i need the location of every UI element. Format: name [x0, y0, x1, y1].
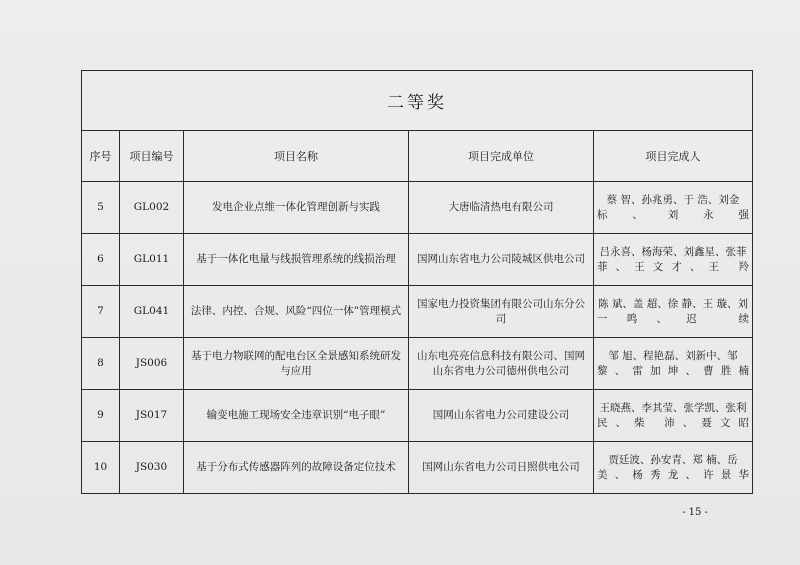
header-row	[82, 131, 753, 182]
row-people: 王晓燕、李其莹、张学凯、张利民、柴 沛、聂文昭	[594, 390, 753, 442]
row-code: JS017	[120, 390, 184, 442]
header-people: 项目完成人	[594, 131, 753, 182]
row-index: 5	[82, 182, 120, 234]
header-index: 序号	[82, 131, 120, 182]
header-code: 项目编号	[120, 131, 184, 182]
table-row	[82, 338, 753, 390]
table-title: 二等奖	[82, 71, 753, 131]
row-unit: 国网山东省电力公司日照供电公司	[409, 442, 594, 494]
award-table	[81, 70, 753, 494]
row-code: JS006	[120, 338, 184, 390]
row-unit: 山东电亮亮信息科技有限公司、国网山东省电力公司德州供电公司	[409, 338, 594, 390]
row-unit: 大唐临清热电有限公司	[409, 182, 594, 234]
row-unit: 国网山东省电力公司陵城区供电公司	[409, 234, 594, 286]
title-row	[82, 71, 753, 131]
row-name: 基于电力物联网的配电台区全景感知系统研发与应用	[184, 338, 409, 390]
row-code: JS030	[120, 442, 184, 494]
page-number: - 15 -	[682, 507, 708, 518]
row-index: 7	[82, 286, 120, 338]
row-index: 9	[82, 390, 120, 442]
header-name: 项目名称	[184, 131, 409, 182]
row-name: 基于分布式传感器阵列的故障设备定位技术	[184, 442, 409, 494]
table-row	[82, 442, 753, 494]
row-people: 吕永喜、杨海荣、刘鑫星、张菲菲、王文才、王 羚	[594, 234, 753, 286]
row-name: 基于一体化电量与线损管理系统的线损治理	[184, 234, 409, 286]
row-name: 法律、内控、合规、风险“四位一体”管理模式	[184, 286, 409, 338]
row-index: 6	[82, 234, 120, 286]
row-unit: 国网山东省电力公司建设公司	[409, 390, 594, 442]
row-people: 贾廷波、孙安青、郑 楠、岳 美、杨秀龙、许景华	[594, 442, 753, 494]
row-code: GL041	[120, 286, 184, 338]
row-code: GL002	[120, 182, 184, 234]
row-index: 8	[82, 338, 120, 390]
row-name: 输变电施工现场安全违章识别“电子眼”	[184, 390, 409, 442]
row-name: 发电企业点维一体化管理创新与实践	[184, 182, 409, 234]
table-row	[82, 286, 753, 338]
row-people: 蔡 智、孙兆勇、于 浩、刘金标、刘永强	[594, 182, 753, 234]
table-row	[82, 390, 753, 442]
header-unit: 项目完成单位	[409, 131, 594, 182]
table-row	[82, 182, 753, 234]
row-unit: 国家电力投资集团有限公司山东分公司	[409, 286, 594, 338]
row-people: 邹 旭、程艳磊、刘新中、邹 黎、雷加坤、曹胜楠	[594, 338, 753, 390]
row-code: GL011	[120, 234, 184, 286]
table-row	[82, 234, 753, 286]
row-index: 10	[82, 442, 120, 494]
row-people: 陈 斌、盖 超、徐 静、王 璇、刘一鸣、迟 续	[594, 286, 753, 338]
